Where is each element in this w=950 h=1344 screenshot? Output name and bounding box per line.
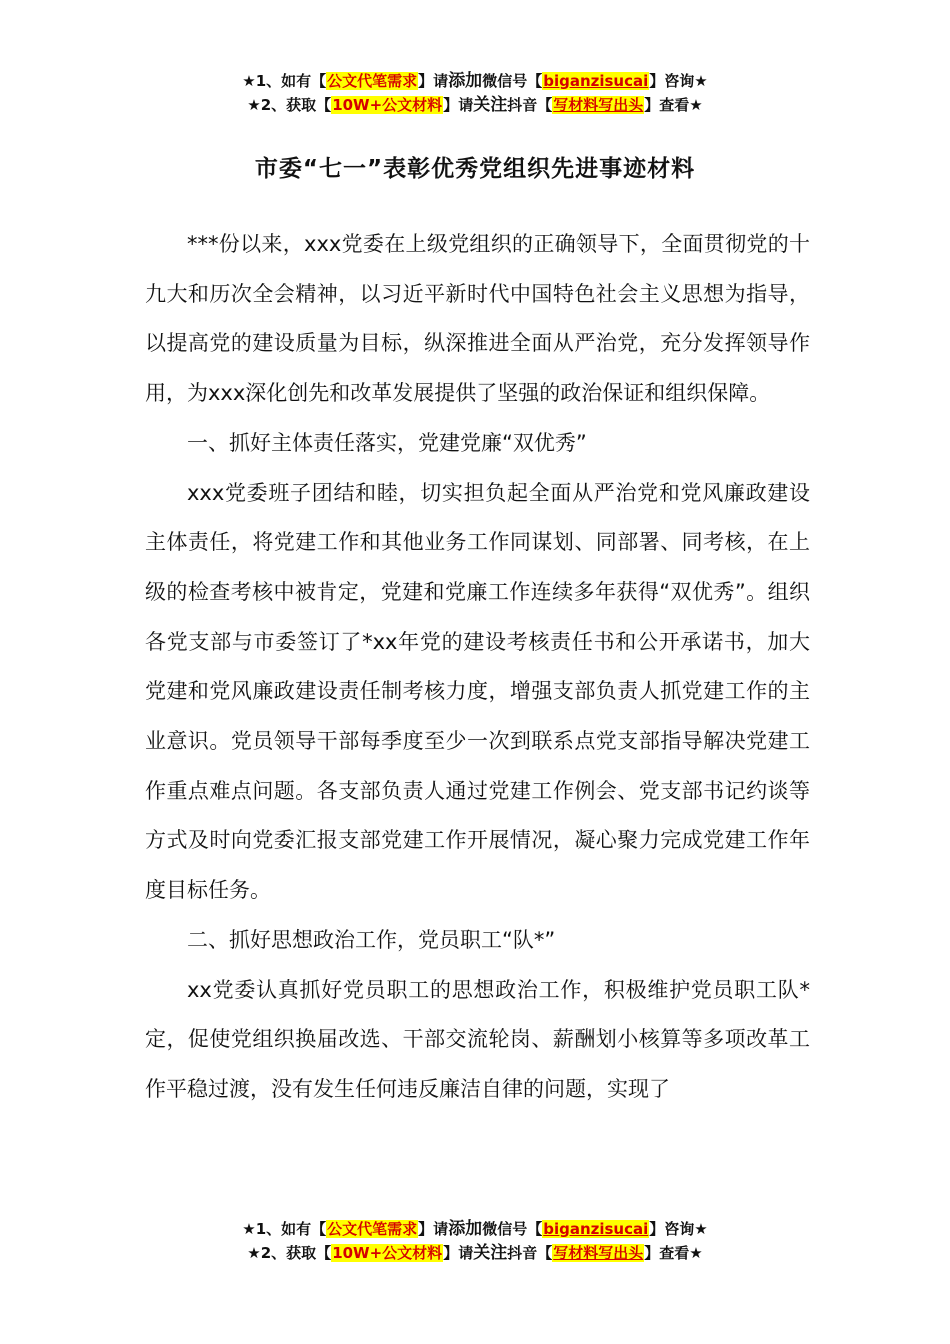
douyin-account-link[interactable]: 写材料写出头	[553, 96, 644, 114]
header-banner	[0, 69, 950, 117]
wechat-id-link[interactable]: biganzisucai	[543, 72, 649, 90]
banner-line-1: ★1、如有【公文代笔需求】请添加微信号【biganzisucai】咨询★	[242, 71, 708, 91]
highlight-materials: 10W+公文材料	[332, 1244, 443, 1262]
section-heading-1: 一、抓好主体责任落实，党建党廉“双优秀”	[187, 430, 587, 455]
paragraph-section-1: xxx党委班子团结和睦，切实担负起全面从严治党和党风廉政建设主体责任，将党建工作和其他业务工作同谋划、同部署、同考核，在上级的检查考核中被肯定，党建和党廉工作连续多年获得“双优秀”。组织各党支部与市委签订了*xx年党的建设考核责任书和公开承诺书，加大党建和党风廉政建设责任制考核力度，增强支部负责人抓党建工作的主业意识。党员领导干部每季度至少一次到联系点党支部指导解决党建工作重点难点问题。各支部负责人通过党建工作例会、党支部书记约谈等方式及时向党委汇报支部党建工作开展情况，凝心聚力完成党建工作年度目标任务。	[145, 480, 810, 903]
document-body	[145, 220, 810, 1115]
wechat-id-link[interactable]: biganzisucai	[543, 1220, 649, 1238]
banner-line-2: ★2、获取【10W+公文材料】请关注抖音【写材料写出头】查看★	[247, 1243, 703, 1263]
footer-banner	[0, 1217, 950, 1265]
banner-line-2: ★2、获取【10W+公文材料】请关注抖音【写材料写出头】查看★	[247, 95, 703, 115]
highlight-materials: 10W+公文材料	[332, 96, 443, 114]
highlight-service: 公文代笔需求	[327, 1220, 418, 1238]
paragraph-section-2: xx党委认真抓好党员职工的思想政治工作，积极维护党员职工队*定，促使党组织换届改选、干部交流轮岗、薪酬划小核算等多项改革工作平稳过渡，没有发生任何违反廉洁自律的问题，实现了	[145, 977, 810, 1101]
banner-line-1: ★1、如有【公文代笔需求】请添加微信号【biganzisucai】咨询★	[242, 1219, 708, 1239]
douyin-account-link[interactable]: 写材料写出头	[553, 1244, 644, 1262]
section-heading-2: 二、抓好思想政治工作，党员职工“队*”	[187, 927, 556, 952]
highlight-service: 公文代笔需求	[327, 72, 418, 90]
paragraph-intro: ***份以来，xxx党委在上级党组织的正确领导下，全面贯彻党的十九大和历次全会精神，以习近平新时代中国特色社会主义思想为指导，以提高党的建设质量为目标，纵深推进全面从严治党，充分发挥领导作用，为xxx深化创先和改革发展提供了坚强的政治保证和组织保障。	[145, 232, 810, 406]
document-title: 市委“七一”表彰优秀党组织先进事迹材料	[254, 156, 696, 182]
